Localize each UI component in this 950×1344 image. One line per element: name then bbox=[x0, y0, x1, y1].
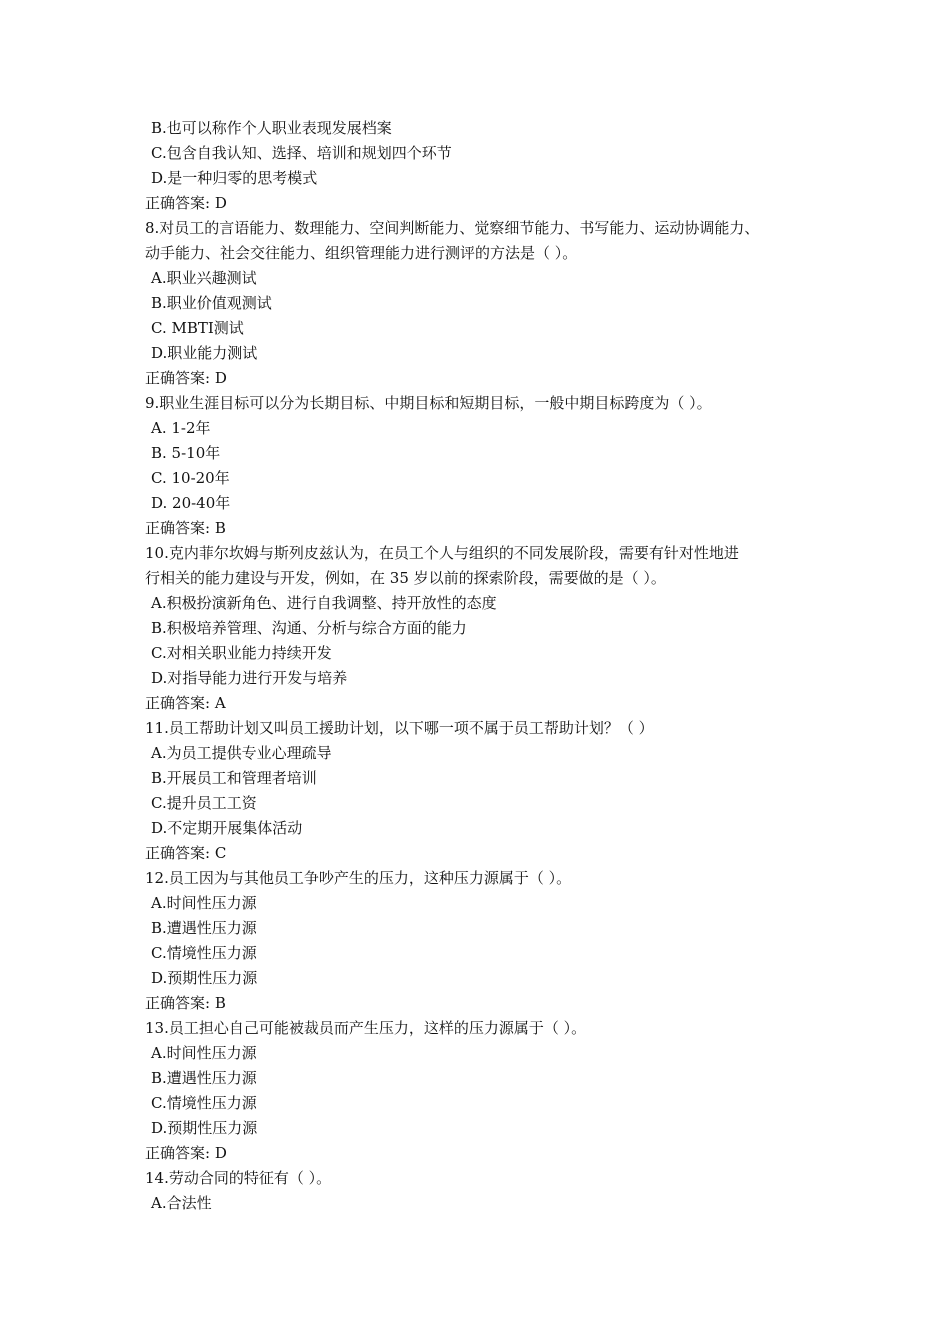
question-line: 12.员工因为与其他员工争吵产生的压力，这种压力源属于（ ）。 bbox=[145, 869, 572, 887]
option-line: C.情境性压力源 bbox=[151, 944, 257, 962]
question-line: 13.员工担心自己可能被裁员而产生压力，这样的压力源属于（ ）。 bbox=[145, 1019, 587, 1037]
option-line: A.合法性 bbox=[151, 1194, 212, 1212]
option-line: B.开展员工和管理者培训 bbox=[151, 769, 317, 787]
option-line: C.对相关职业能力持续开发 bbox=[151, 644, 332, 662]
answer-line: 正确答案: A bbox=[145, 694, 226, 712]
option-line: A.为员工提供专业心理疏导 bbox=[151, 744, 332, 762]
option-line: B.遭遇性压力源 bbox=[151, 1069, 257, 1087]
option-line: D.职业能力测试 bbox=[151, 344, 258, 362]
option-line: D.不定期开展集体活动 bbox=[151, 819, 303, 837]
option-line: B.遭遇性压力源 bbox=[151, 919, 257, 937]
option-line: A.时间性压力源 bbox=[151, 894, 257, 912]
option-line: D.预期性压力源 bbox=[151, 1119, 258, 1137]
option-line: A.时间性压力源 bbox=[151, 1044, 257, 1062]
answer-line: 正确答案: B bbox=[145, 994, 226, 1012]
answer-line: 正确答案: B bbox=[145, 519, 226, 537]
answer-line: 正确答案: D bbox=[145, 1144, 227, 1162]
option-line: D.对指导能力进行开发与培养 bbox=[151, 669, 348, 687]
answer-line: 正确答案: C bbox=[145, 844, 227, 862]
option-line: B.积极培养管理、沟通、分析与综合方面的能力 bbox=[151, 619, 467, 637]
option-line: D.预期性压力源 bbox=[151, 969, 258, 987]
option-line: D. 20-40年 bbox=[151, 494, 231, 512]
option-line: A.积极扮演新角色、进行自我调整、持开放性的态度 bbox=[151, 594, 497, 612]
answer-line: 正确答案: D bbox=[145, 194, 227, 212]
option-line: B. 5-10年 bbox=[151, 444, 221, 462]
question-line: 11.员工帮助计划又叫员工援助计划，以下哪一项不属于员工帮助计划？（ ） bbox=[145, 719, 654, 737]
option-line: D.是一种归零的思考模式 bbox=[151, 169, 318, 187]
question-line: 14.劳动合同的特征有（ ）。 bbox=[145, 1169, 332, 1187]
option-line: A.职业兴趣测试 bbox=[151, 269, 257, 287]
document-page bbox=[145, 116, 815, 1216]
question-line: 10.克内菲尔坎姆与斯列皮兹认为，在员工个人与组织的不同发展阶段，需要有针对性地进 bbox=[145, 544, 739, 562]
answer-line: 正确答案: D bbox=[145, 369, 227, 387]
question-line: 动手能力、社会交往能力、组织管理能力进行测评的方法是（ ）。 bbox=[145, 244, 578, 262]
option-line: C.提升员工工资 bbox=[151, 794, 257, 812]
question-line: 8.对员工的言语能力、数理能力、空间判断能力、觉察细节能力、书写能力、运动协调能力、 bbox=[145, 219, 760, 237]
option-line: A. 1-2年 bbox=[151, 419, 211, 437]
option-line: C.情境性压力源 bbox=[151, 1094, 257, 1112]
question-line: 9.职业生涯目标可以分为长期目标、中期目标和短期目标，一般中期目标跨度为（ ）。 bbox=[145, 394, 712, 412]
option-line: B.也可以称作个人职业表现发展档案 bbox=[151, 119, 392, 137]
option-line: B.职业价值观测试 bbox=[151, 294, 272, 312]
question-line: 行相关的能力建设与开发，例如，在 35 岁以前的探索阶段，需要做的是（ ）。 bbox=[145, 569, 666, 587]
option-line: C. 10-20年 bbox=[151, 469, 230, 487]
option-line: C. MBTI测试 bbox=[151, 319, 244, 337]
option-line: C.包含自我认知、选择、培训和规划四个环节 bbox=[151, 144, 452, 162]
